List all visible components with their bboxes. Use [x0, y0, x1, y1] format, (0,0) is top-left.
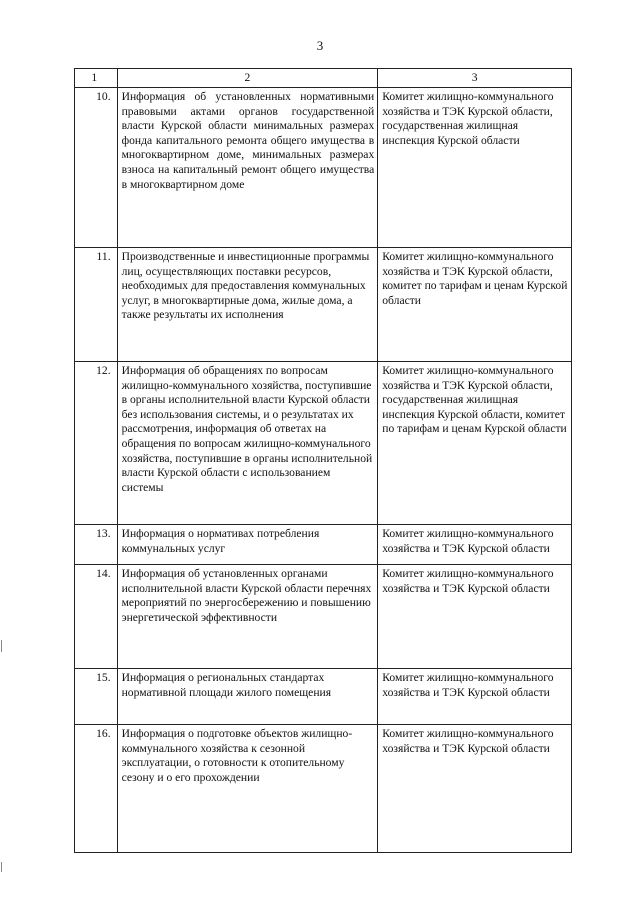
- row-info: Информация о подготовке объектов жилищно-коммунального хозяйства к сезонной эксплуатации, о готовности к отопительному сезону и о его прохождении: [117, 725, 378, 853]
- table-header-row: [75, 69, 572, 88]
- row-number: 16.: [75, 725, 118, 853]
- row-number: 15.: [75, 669, 118, 725]
- table-row: [75, 362, 572, 525]
- table-row: [75, 88, 572, 248]
- table-row: [75, 525, 572, 565]
- header-col-1: 1: [75, 69, 118, 88]
- row-info: Производственные и инвестиционные программы лиц, осуществляющих поставки ресурсов, необходимых для предоставления коммунальных услуг, в многоквартирные дома, жилые дома, а также результаты их исполнения: [117, 248, 378, 362]
- row-number: 13.: [75, 525, 118, 565]
- row-responsible: Комитет жилищно-коммунального хозяйства и ТЭК Курской области: [378, 725, 572, 853]
- table-row: [75, 669, 572, 725]
- row-responsible: Комитет жилищно-коммунального хозяйства и ТЭК Курской области: [378, 525, 572, 565]
- row-responsible: Комитет жилищно-коммунального хозяйства и ТЭК Курской области: [378, 565, 572, 669]
- table-row: [75, 725, 572, 853]
- row-responsible: Комитет жилищно-коммунального хозяйства и ТЭК Курской области, комитет по тарифам и ценам Курской области: [378, 248, 572, 362]
- row-number: 12.: [75, 362, 118, 525]
- row-number: 14.: [75, 565, 118, 669]
- row-number: 10.: [75, 88, 118, 248]
- row-number: 11.: [75, 248, 118, 362]
- row-info: Информация об обращениях по вопросам жилищно-коммунального хозяйства, поступившие в органы исполнительной власти Курской области без использования системы, и о результатах их рассмотрения, информация об ответах на обращения по вопросам жилищно-коммунального хозяйства, поступившие в органы исполнительной власти Курской области с использованием системы: [117, 362, 378, 525]
- info-table: [74, 68, 572, 853]
- table-row: [75, 248, 572, 362]
- row-responsible: Комитет жилищно-коммунального хозяйства и ТЭК Курской области, государственная жилищная инспекция Курской области, комитет по тарифам и ценам Курской области: [378, 362, 572, 525]
- row-info: Информация о нормативах потребления коммунальных услуг: [117, 525, 378, 565]
- row-info: Информация о региональных стандартах нормативной площади жилого помещения: [117, 669, 378, 725]
- scan-edge-mark: [1, 640, 2, 652]
- row-info: Информация об установленных нормативными правовыми актами органов государственной власти Курской области минимальных размерах фонда капитального ремонта общего имущества в многоквартирном доме, минимальных размерах взноса на капитальный ремонт общего имущества в многоквартирном доме: [117, 88, 378, 248]
- table-row: [75, 565, 572, 669]
- page-number: 3: [316, 38, 324, 53]
- header-col-3: 3: [378, 69, 572, 88]
- row-responsible: Комитет жилищно-коммунального хозяйства и ТЭК Курской области, государственная жилищная инспекция Курской области: [378, 88, 572, 248]
- row-info: Информация об установленных органами исполнительной власти Курской области перечнях мероприятий по энергосбережению и повышению энергетической эффективности: [117, 565, 378, 669]
- header-col-2: 2: [117, 69, 378, 88]
- row-responsible: Комитет жилищно-коммунального хозяйства и ТЭК Курской области: [378, 669, 572, 725]
- scan-edge-mark: [1, 862, 2, 872]
